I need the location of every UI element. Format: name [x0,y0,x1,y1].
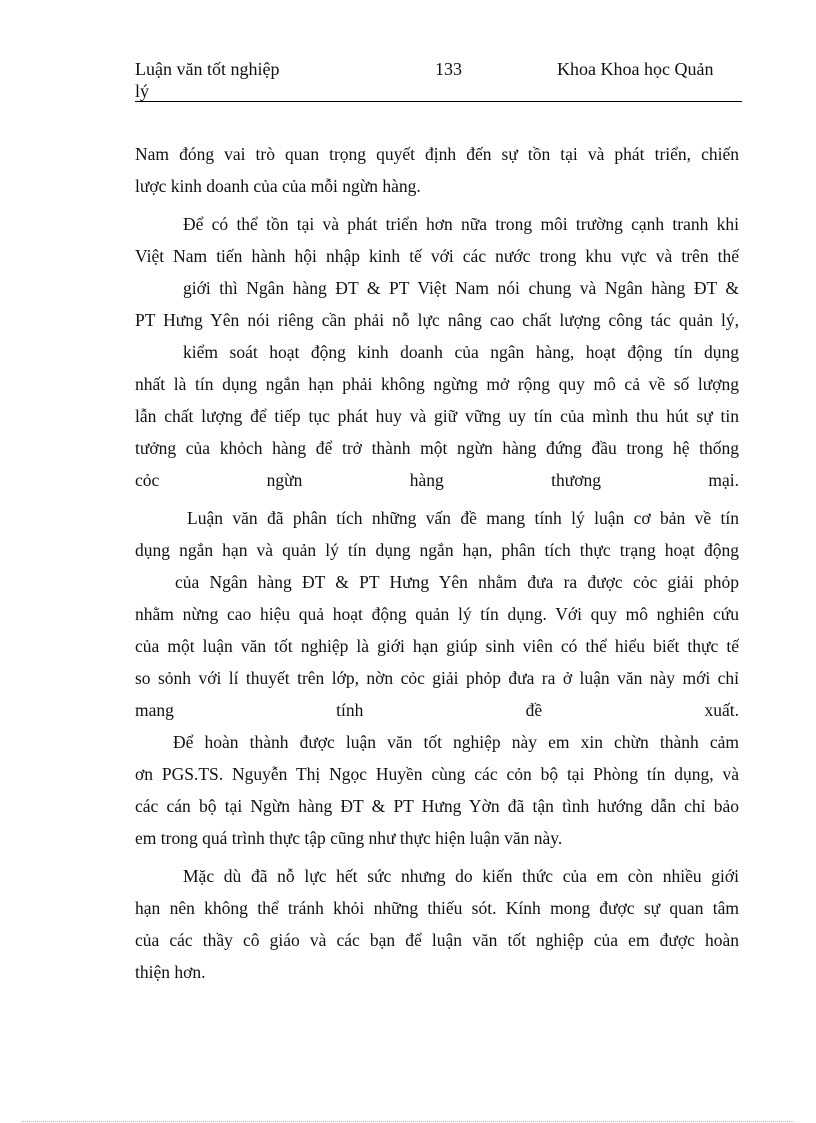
text-line: nhất là tín dụng ngắn hạn phải không ngừng mở rộng quy mô cả về số lượng [135,374,739,394]
text-line: Nam đóng vai trò quan trọng quyết định đến sự tồn tại và phát triển, chiến [135,144,739,164]
header-faculty-continued: lý [135,81,150,101]
text-line: lẫn chất lượng để tiếp tục phát huy và giữ vững uy tín của mình thu hút sự tin [135,406,739,426]
document-body [135,138,739,988]
text-line: giới thì Ngân hàng ĐT & PT Việt Nam nói chung và Ngân hàng ĐT & [183,278,739,298]
header-faculty: Khoa Khoa học Quản [557,59,714,79]
text-line: của Ngân hàng ĐT & PT Hưng Yên nhằm đưa ra được cỏc giải phỏp [175,572,739,592]
paragraph [135,502,739,726]
text-line: các cán bộ tại Ngừn hàng ĐT & PT Hưng Yờn đã tận tình hướng dẫn chỉ bảo [135,796,739,816]
page-header [135,58,742,102]
text-line: của một luận văn tốt nghiệp là giới hạn giúp sinh viên có thể hiểu biết thực tế [135,636,739,656]
text-line: Mặc dù đã nỗ lực hết sức nhưng do kiến thức của em còn nhiều giới [183,866,739,886]
text-line: của các thầy cô giáo và các bạn để luận văn tốt nghiệp của em được hoàn [135,930,739,950]
text-line: PT Hưng Yên nói riêng cần phải nỗ lực nâng cao chất lượng công tác quản lý, [135,310,739,330]
text-line: mang tính đề xuất. [135,700,739,720]
text-line: Luận văn đã phân tích những vấn đề mang tính lý luận cơ bản về tín [187,508,739,528]
text-line: dụng ngắn hạn và quản lý tín dụng ngắn hạn, phân tích thực trạng hoạt động [135,540,739,560]
text-line: kiểm soát hoạt động kinh doanh của ngân hàng, hoạt động tín dụng [183,342,739,362]
text-line: cỏc ngừn hàng thương mại. [135,470,739,490]
text-line: em trong quá trình thực tập cũng như thực hiện luận văn này. [135,828,563,848]
paragraph [135,138,739,202]
text-line: Để có thể tồn tại và phát triển hơn nữa trong môi trường cạnh tranh khi [183,214,739,234]
text-line: tưởng của khỏch hàng để trở thành một ngừn hàng đứng đầu trong hệ thống [135,438,739,458]
header-thesis-title: Luận văn tốt nghiệp [135,59,280,79]
text-line: lược kinh doanh của của mỗi ngừn hàng. [135,176,421,196]
text-line: Để hoàn thành được luận văn tốt nghiệp này em xin chừn thành cảm [173,732,739,752]
text-line: ơn PGS.TS. Nguyễn Thị Ngọc Huyền cùng các cỏn bộ tại Phòng tín dụng, và [135,764,739,784]
paragraph [135,860,739,988]
text-line: so sỏnh với lí thuyết trên lớp, nờn cỏc giải phỏp đưa ra ở luận văn này mới chỉ [135,668,739,688]
page-bottom-edge [22,1121,794,1122]
header-divider [135,101,742,102]
text-line: nhằm nừng cao hiệu quả hoạt động quản lý tín dụng. Với quy mô nghiên cứu [135,604,739,624]
page-number: 133 [435,59,462,79]
paragraph [135,208,739,496]
paragraph [135,726,739,854]
text-line: hạn nên không thể tránh khỏi những thiếu sót. Kính mong được sự quan tâm [135,898,739,918]
text-line: Việt Nam tiến hành hội nhập kinh tế với các nước trong khu vực và trên thế [135,246,739,266]
text-line: thiện hơn. [135,962,206,982]
